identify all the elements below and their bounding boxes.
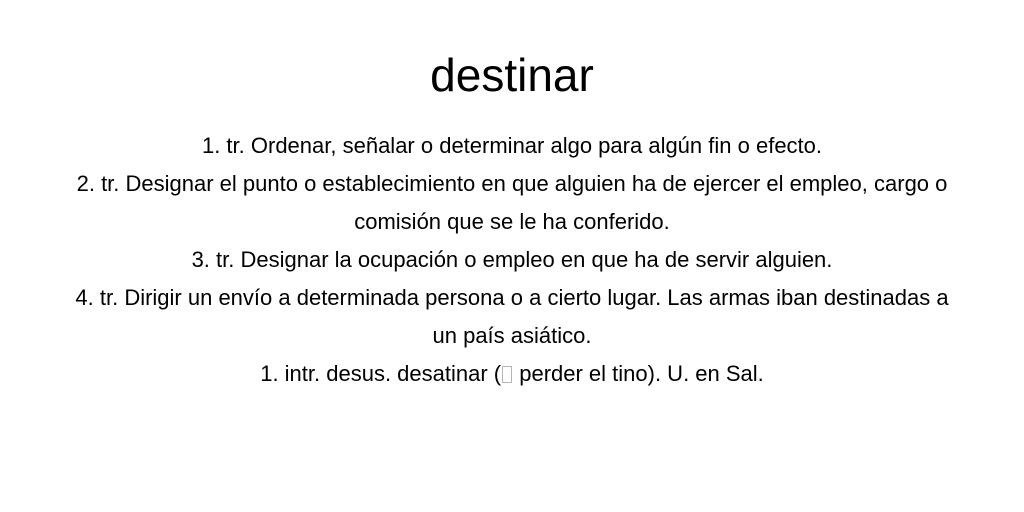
definition-item: 1. tr. Ordenar, señalar o determinar algo para algún fin o efecto. bbox=[201, 133, 823, 158]
definition-item: 2. tr. Designar el punto o establecimiento en que alguien ha de ejercer el empleo, cargo o comisión que se le ha conferido. bbox=[76, 171, 948, 234]
headword-title: destinar bbox=[430, 49, 594, 101]
missing-arrow-glyph-icon bbox=[502, 366, 512, 383]
definition-item: 4. tr. Dirigir un envío a determinada persona o a cierto lugar. Las armas iban destinadas a un país asiático. bbox=[75, 285, 949, 348]
definition-list bbox=[62, 127, 962, 393]
archaic-definition-item bbox=[62, 355, 962, 393]
definition-item: 3. tr. Designar la ocupación o empleo en que ha de servir alguien. bbox=[191, 247, 833, 272]
archaic-definition-suffix: perder el tino). U. en Sal. bbox=[513, 361, 764, 386]
archaic-definition-prefix: 1. intr. desus. desatinar ( bbox=[260, 361, 502, 386]
